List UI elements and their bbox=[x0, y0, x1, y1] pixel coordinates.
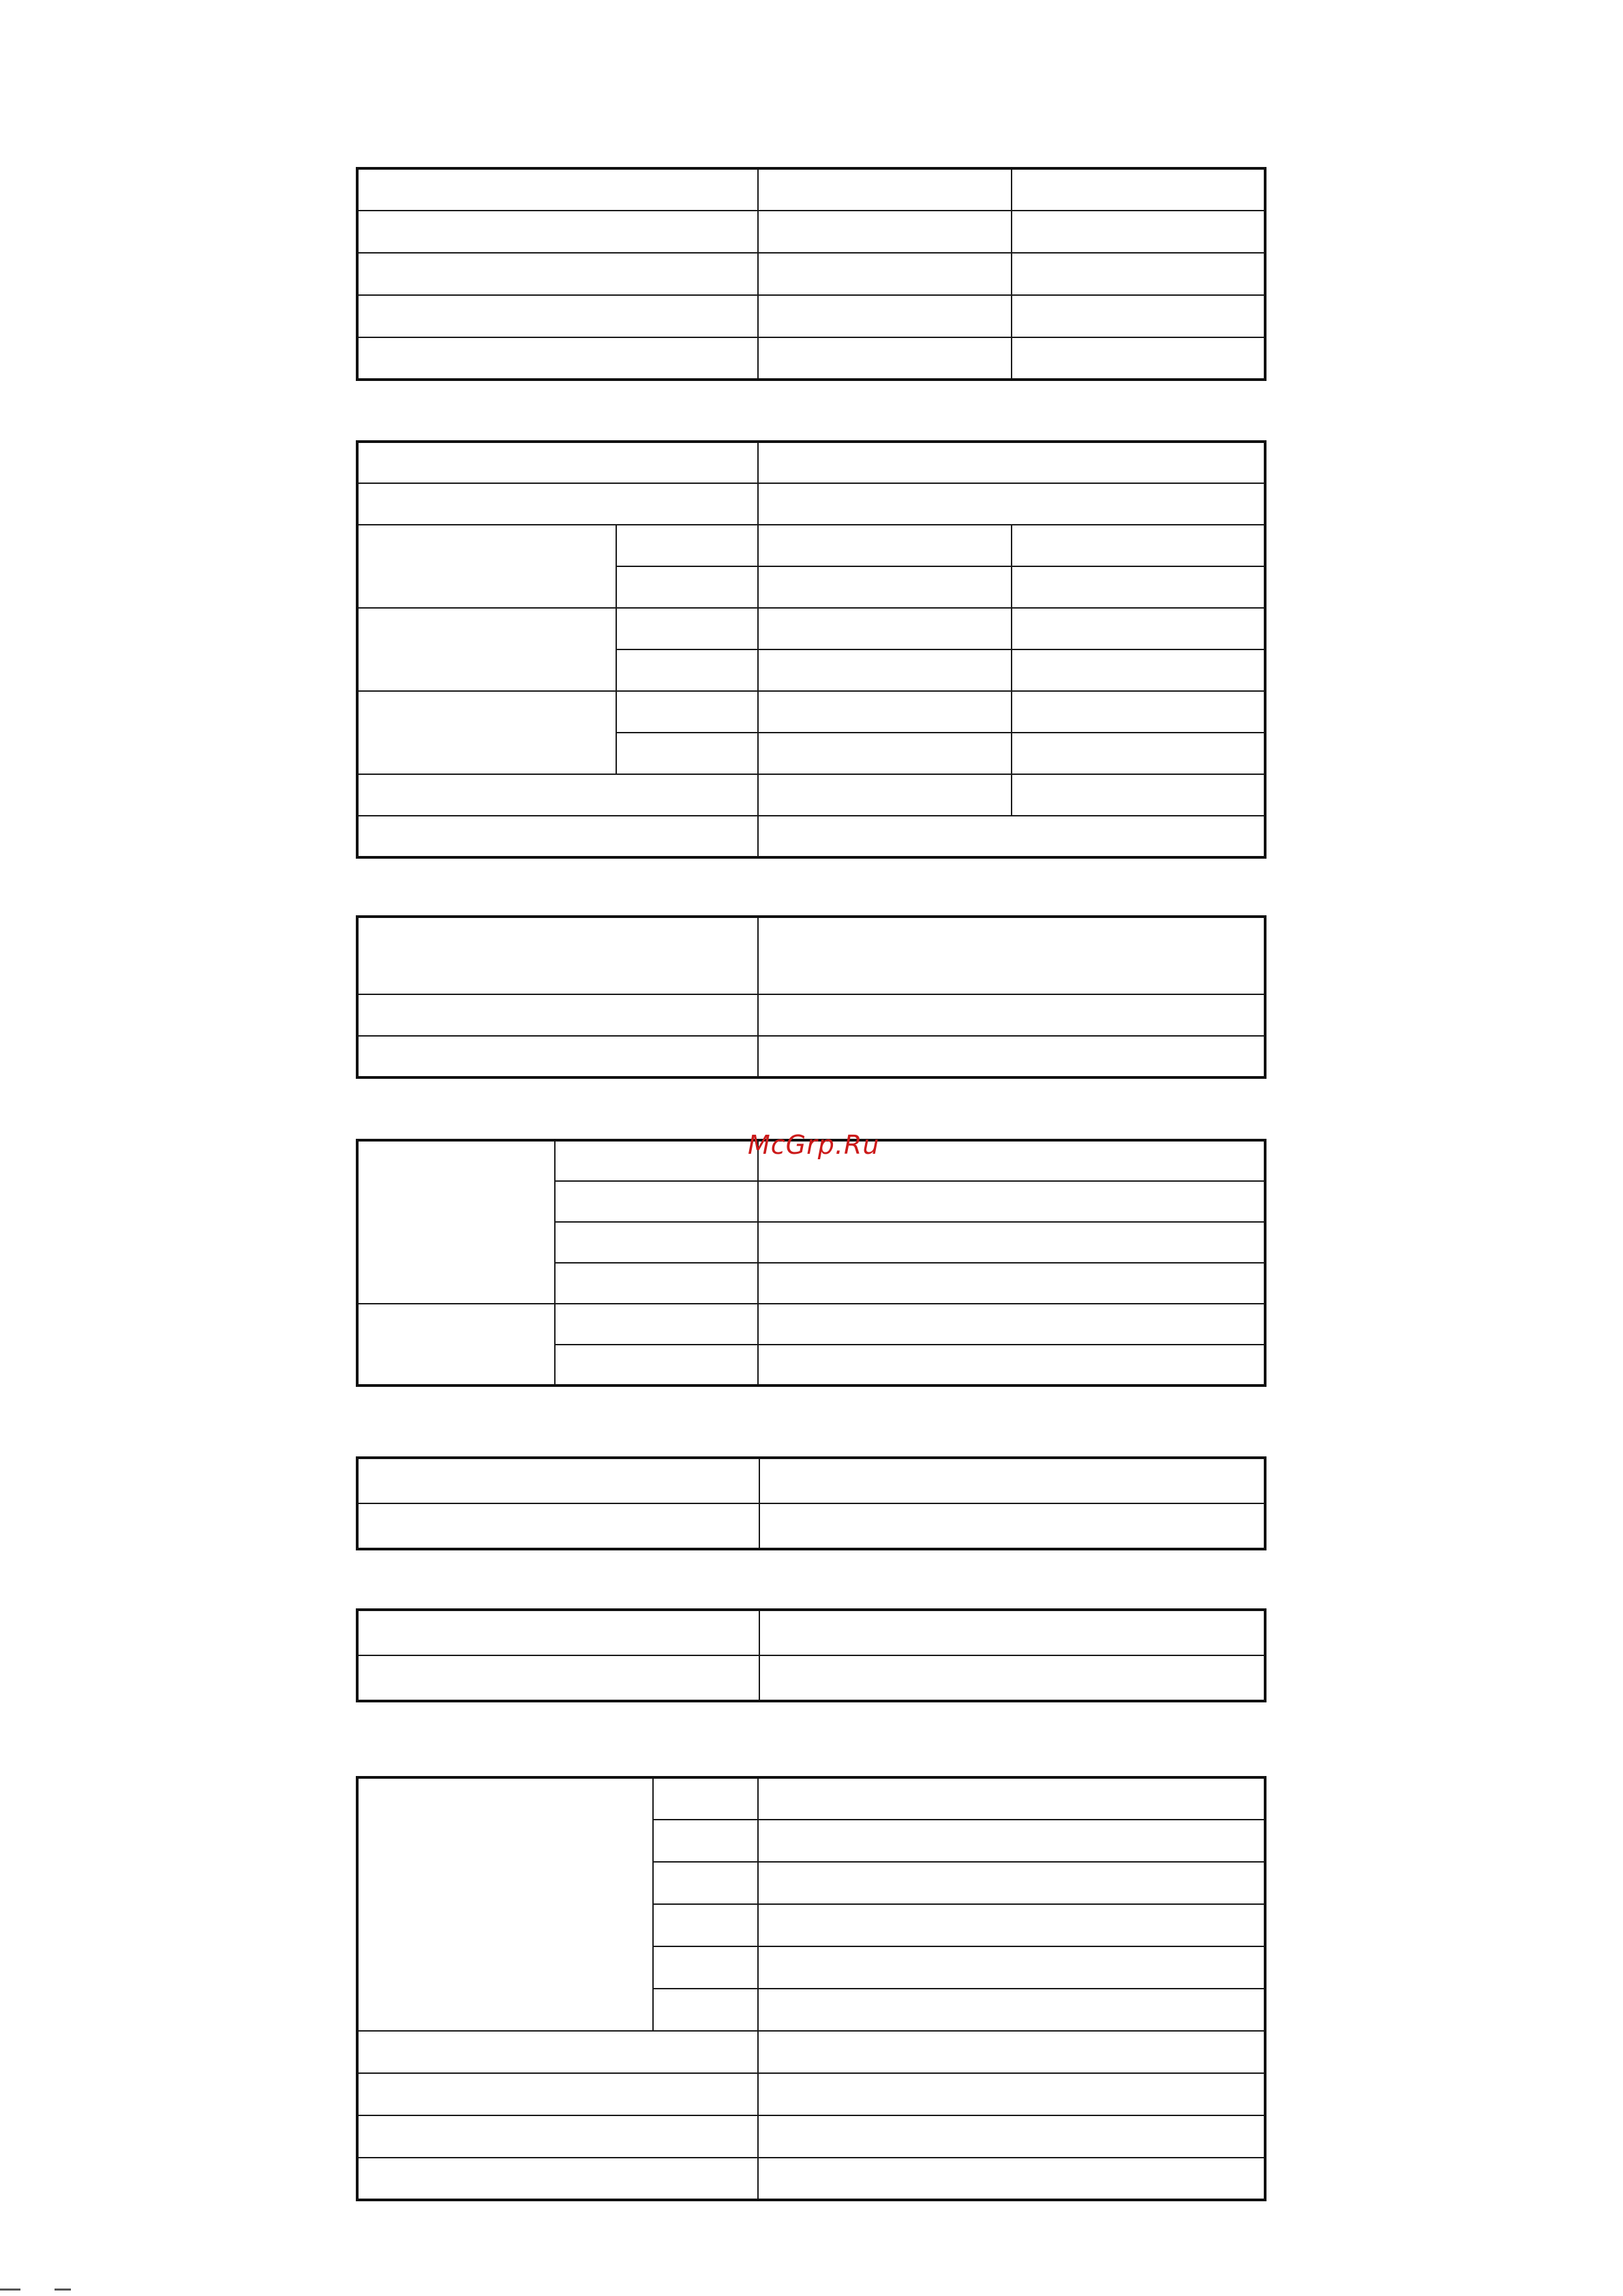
table-row bbox=[357, 168, 1265, 211]
table-row bbox=[357, 253, 1265, 295]
table-row bbox=[357, 1458, 1265, 1503]
table-row bbox=[357, 483, 1265, 525]
table-row bbox=[357, 2073, 1265, 2115]
table-cell bbox=[653, 1946, 758, 1989]
table-cell bbox=[758, 2115, 1265, 2158]
table-cell bbox=[1012, 733, 1265, 774]
table-row bbox=[357, 1304, 1265, 1345]
table-cell bbox=[555, 1345, 758, 1386]
table-cell bbox=[758, 816, 1265, 857]
table-cell bbox=[758, 1989, 1265, 2031]
table-cell bbox=[1012, 211, 1265, 253]
table-cell bbox=[759, 1458, 1265, 1503]
table-cell bbox=[653, 1989, 758, 2031]
table-cell bbox=[758, 649, 1012, 691]
table-cell bbox=[1012, 566, 1265, 608]
table-cell bbox=[357, 2031, 758, 2073]
table-cell bbox=[653, 1904, 758, 1946]
spec-table-7 bbox=[356, 1776, 1266, 2201]
table-row bbox=[357, 211, 1265, 253]
table-cell bbox=[758, 442, 1265, 483]
table-row bbox=[357, 774, 1265, 816]
table-cell bbox=[357, 1777, 653, 2031]
table-row bbox=[357, 1503, 1265, 1549]
table-cell bbox=[758, 1222, 1265, 1263]
table-cell bbox=[616, 525, 758, 566]
table-cell bbox=[1012, 337, 1265, 380]
table-row bbox=[357, 691, 1265, 733]
table-cell bbox=[357, 442, 758, 483]
table-row bbox=[357, 442, 1265, 483]
table-cell bbox=[357, 1304, 555, 1386]
table-cell bbox=[357, 1140, 555, 1304]
table-cell bbox=[758, 253, 1012, 295]
watermark-text: McGrp.Ru bbox=[748, 1130, 880, 1160]
corner-scan-mark bbox=[0, 2287, 75, 2294]
table-cell bbox=[758, 1345, 1265, 1386]
table-cell bbox=[616, 649, 758, 691]
table-cell bbox=[357, 1610, 759, 1655]
table-row bbox=[357, 994, 1265, 1036]
table-cell bbox=[616, 608, 758, 649]
spec-table-3 bbox=[356, 915, 1266, 1079]
table-cell bbox=[1012, 608, 1265, 649]
table-cell bbox=[357, 816, 758, 857]
table-cell bbox=[758, 337, 1012, 380]
table-cell bbox=[357, 1503, 759, 1549]
table-row bbox=[357, 2031, 1265, 2073]
spec-table-5 bbox=[356, 1456, 1266, 1550]
table-cell bbox=[758, 1820, 1265, 1862]
table-row bbox=[357, 917, 1265, 994]
table-cell bbox=[759, 1610, 1265, 1655]
table-cell bbox=[758, 2158, 1265, 2200]
table-cell bbox=[1012, 168, 1265, 211]
table-cell bbox=[758, 1036, 1265, 1077]
table-row bbox=[357, 816, 1265, 857]
table-cell bbox=[758, 1181, 1265, 1222]
table-cell bbox=[758, 917, 1265, 994]
table-row bbox=[357, 2158, 1265, 2200]
table-cell bbox=[758, 1304, 1265, 1345]
table-row bbox=[357, 1655, 1265, 1701]
table-cell bbox=[357, 2073, 758, 2115]
table-row bbox=[357, 525, 1265, 566]
table-cell bbox=[759, 1503, 1265, 1549]
table-cell bbox=[616, 566, 758, 608]
table-cell bbox=[653, 1862, 758, 1904]
table-cell bbox=[555, 1263, 758, 1304]
table-cell bbox=[555, 1222, 758, 1263]
table-cell bbox=[1012, 253, 1265, 295]
table-cell bbox=[758, 211, 1012, 253]
table-cell bbox=[758, 2031, 1265, 2073]
table-row bbox=[357, 1610, 1265, 1655]
table-cell bbox=[1012, 649, 1265, 691]
table-cell bbox=[616, 691, 758, 733]
table-cell bbox=[758, 774, 1012, 816]
spec-table-2 bbox=[356, 440, 1266, 859]
table-cell bbox=[758, 608, 1012, 649]
table-cell bbox=[555, 1140, 758, 1181]
table-cell bbox=[357, 608, 616, 691]
table-row bbox=[357, 608, 1265, 649]
table-cell bbox=[357, 295, 758, 337]
table-cell bbox=[758, 1263, 1265, 1304]
table-cell bbox=[357, 774, 758, 816]
table-cell bbox=[357, 253, 758, 295]
table-cell bbox=[357, 168, 758, 211]
table-row bbox=[357, 1036, 1265, 1077]
table-cell bbox=[357, 2158, 758, 2200]
table-row bbox=[357, 295, 1265, 337]
table-cell bbox=[555, 1304, 758, 1345]
table-cell bbox=[759, 1655, 1265, 1701]
table-cell bbox=[357, 2115, 758, 2158]
table-cell bbox=[357, 525, 616, 608]
table-cell bbox=[758, 483, 1265, 525]
table-cell bbox=[357, 691, 616, 774]
table-cell bbox=[357, 1655, 759, 1701]
table-row bbox=[357, 2115, 1265, 2158]
spec-table-6 bbox=[356, 1608, 1266, 1702]
table-cell bbox=[1012, 295, 1265, 337]
table-cell bbox=[758, 566, 1012, 608]
table-cell bbox=[357, 337, 758, 380]
spec-table-4 bbox=[356, 1139, 1266, 1387]
table-cell bbox=[1012, 774, 1265, 816]
table-cell bbox=[357, 1458, 759, 1503]
table-cell bbox=[1012, 525, 1265, 566]
table-cell bbox=[653, 1820, 758, 1862]
table-row bbox=[357, 337, 1265, 380]
table-cell bbox=[758, 168, 1012, 211]
table-cell bbox=[758, 1777, 1265, 1820]
spec-table-1 bbox=[356, 167, 1266, 381]
table-cell bbox=[758, 2073, 1265, 2115]
table-cell bbox=[357, 211, 758, 253]
table-cell bbox=[758, 1946, 1265, 1989]
table-cell bbox=[357, 483, 758, 525]
table-cell bbox=[357, 994, 758, 1036]
table-cell bbox=[758, 733, 1012, 774]
table-cell bbox=[758, 1862, 1265, 1904]
table-cell bbox=[1012, 691, 1265, 733]
table-cell bbox=[758, 295, 1012, 337]
table-row bbox=[357, 1777, 1265, 1820]
table-cell bbox=[758, 1904, 1265, 1946]
table-cell bbox=[555, 1181, 758, 1222]
table-cell bbox=[758, 691, 1012, 733]
table-cell bbox=[357, 1036, 758, 1077]
table-cell bbox=[653, 1777, 758, 1820]
table-cell bbox=[357, 917, 758, 994]
table-cell bbox=[616, 733, 758, 774]
table-cell bbox=[758, 525, 1012, 566]
table-cell bbox=[758, 994, 1265, 1036]
